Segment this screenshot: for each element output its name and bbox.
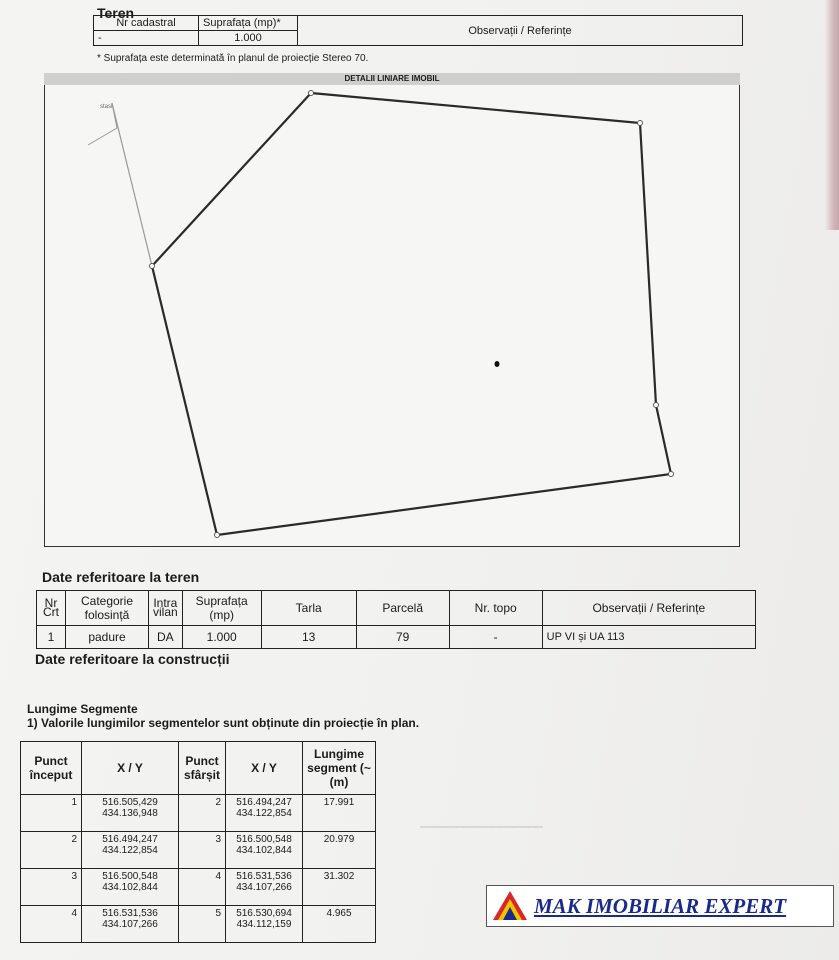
cell-xy-end: 516.500,548 434.102,844 <box>226 832 303 869</box>
cell-length: 17.991 <box>303 795 376 832</box>
cell-start: 1 <box>21 795 82 832</box>
date-teren-table <box>36 590 756 649</box>
vertex-marker <box>309 91 314 96</box>
constructii-heading: Date referitoare la construcții <box>35 651 230 667</box>
cell-length: 20.979 <box>303 832 376 869</box>
vertex-marker <box>215 533 220 538</box>
vertex-marker <box>654 403 659 408</box>
triangle-logo-icon <box>489 887 531 925</box>
header-nr-topo: Nr. topo <box>449 591 542 626</box>
corner-label: stasi <box>100 104 113 110</box>
header-tarla: Tarla <box>261 591 356 626</box>
header-suprafata: Suprafața (mp) <box>182 591 261 626</box>
header-suprafata: Suprafața (mp)* <box>199 16 298 31</box>
header-nr-crt: Nr Crt <box>37 591 66 626</box>
header-categorie: Categorie folosință <box>66 591 149 626</box>
segmente-table <box>20 741 376 943</box>
cell-xy-end: 516.530,694 434.112,159 <box>226 906 303 943</box>
table-row <box>21 906 376 943</box>
cell-xy-start: 516.500,548 434.102,844 <box>82 869 179 906</box>
header-punct-sfarsit: Punct sfârșit <box>179 742 226 795</box>
cell-suprafata: 1.000 <box>182 626 261 649</box>
date-teren-heading: Date referitoare la teren <box>42 569 200 585</box>
cell-intravilan: DA <box>149 626 183 649</box>
cell-length: 4.965 <box>303 906 376 943</box>
cell-start: 3 <box>21 869 82 906</box>
segmente-note: 1) Valorile lungimilor segmentelor sunt obținute din proiecție în plan. <box>27 716 420 730</box>
cell-start: 4 <box>21 906 82 943</box>
cell-categorie: padure <box>66 626 149 649</box>
cell-parcela: 79 <box>356 626 449 649</box>
plan-title: DETALII LINIARE IMOBIL <box>44 73 740 85</box>
cell-nr-topo: - <box>449 626 542 649</box>
table-row <box>21 795 376 832</box>
header-observatii: Observații / Referințe <box>542 591 755 626</box>
header-intravilan: Intra vilan <box>149 591 183 626</box>
header-xy-end: X / Y <box>226 742 303 795</box>
header-lungime: Lungime segment (~ (m) <box>303 742 376 795</box>
cell-tarla: 13 <box>261 626 356 649</box>
cell-observatii: UP VI și UA 113 <box>542 626 755 649</box>
cell-end: 2 <box>179 795 226 832</box>
centroid-dot <box>495 361 500 367</box>
vertex-marker <box>150 264 155 269</box>
cell-end: 4 <box>179 869 226 906</box>
cell-xy-start: 516.531,536 434.107,266 <box>82 906 179 943</box>
header-nr-cadastral: Nr cadastral <box>94 16 199 31</box>
show-through: ━━━━━━━━━━━━━━━━━ <box>420 820 543 834</box>
cell-nr-crt: 1 <box>37 626 66 649</box>
header-punct-inceput: Punct început <box>21 742 82 795</box>
header-parcela: Parcelă <box>356 591 449 626</box>
stereo-note: * Suprafața este determinată în planul de proiecție Stereo 70. <box>97 53 369 64</box>
cell-xy-start: 516.505,429 434.136,948 <box>82 795 179 832</box>
cell-xy-end: 516.494,247 434.122,854 <box>226 795 303 832</box>
parcel-outline <box>152 93 671 535</box>
cell-length: 31.302 <box>303 869 376 906</box>
cell-start: 2 <box>21 832 82 869</box>
cell-nr-cadastral: - <box>94 31 199 46</box>
teren-heading: Teren <box>97 5 135 21</box>
header-observatii: Observații / Referințe <box>298 16 743 46</box>
cell-end: 3 <box>179 832 226 869</box>
header-xy-start: X / Y <box>82 742 179 795</box>
adjacent-line <box>112 103 152 266</box>
cell-xy-end: 516.531,536 434.107,266 <box>226 869 303 906</box>
cell-suprafata: 1.000 <box>199 31 298 46</box>
logo-text: MAK IMOBILIAR EXPERT <box>534 894 787 918</box>
table-row <box>21 869 376 906</box>
cell-end: 5 <box>179 906 226 943</box>
vertex-marker <box>638 121 643 126</box>
vertex-marker <box>669 472 674 477</box>
cell-xy-start: 516.494,247 434.122,854 <box>82 832 179 869</box>
table-row <box>21 832 376 869</box>
company-logo <box>486 885 834 927</box>
segmente-heading: Lungime Segmente <box>27 702 138 716</box>
